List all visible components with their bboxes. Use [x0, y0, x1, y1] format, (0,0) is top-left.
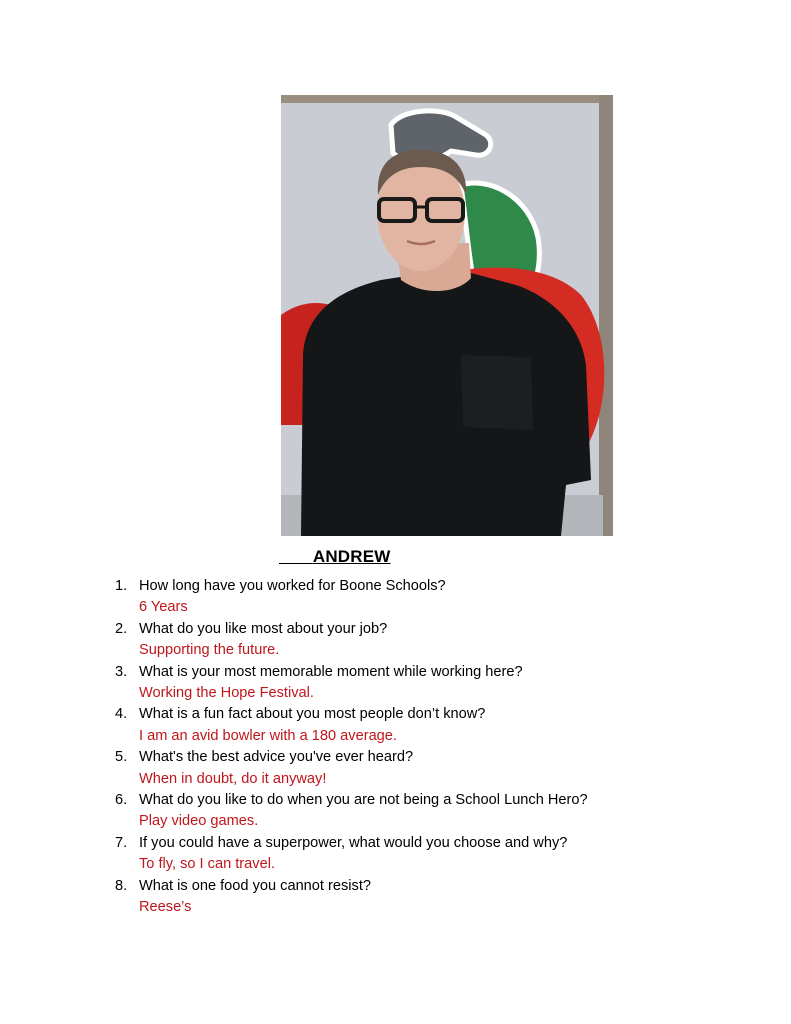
staff-name-heading — [279, 547, 391, 567]
list-item — [112, 576, 732, 619]
answer-text: Play video games. — [139, 813, 259, 830]
question-text: What is your most memorable moment while working here? — [139, 663, 523, 680]
name-leading-space — [279, 547, 313, 566]
list-item — [112, 833, 732, 876]
question-list — [112, 576, 732, 919]
item-number: 6. — [115, 792, 128, 809]
item-number: 7. — [115, 834, 128, 851]
answer-text: Working the Hope Festival. — [139, 685, 314, 702]
question-text: What is a fun fact about you most people don’t know? — [139, 706, 486, 723]
answer-text: To fly, so I can travel. — [139, 856, 275, 873]
item-number: 2. — [115, 620, 128, 637]
answer-text: 6 Years — [139, 599, 188, 616]
staff-name: ANDREW — [312, 547, 391, 566]
item-number: 4. — [115, 706, 128, 723]
item-number: 8. — [115, 877, 128, 894]
question-text: If you could have a superpower, what would you choose and why? — [139, 834, 568, 851]
question-text: What is one food you cannot resist? — [139, 877, 372, 894]
item-number: 3. — [115, 663, 128, 680]
question-text: What's the best advice you've ever heard? — [139, 749, 414, 766]
list-item — [112, 619, 732, 662]
answer-text: When in doubt, do it anyway! — [139, 770, 327, 787]
question-text: How long have you worked for Boone Schools? — [139, 578, 446, 594]
list-item — [112, 790, 732, 833]
question-text: What do you like to do when you are not being a School Lunch Hero? — [139, 792, 588, 809]
list-item — [112, 747, 732, 790]
answer-text: Reese’s — [139, 899, 192, 916]
list-item — [112, 704, 732, 747]
answer-text: Supporting the future. — [139, 642, 280, 659]
question-text: What do you like most about your job? — [139, 620, 388, 637]
item-number: 1. — [115, 578, 128, 594]
staff-photo — [281, 95, 613, 536]
item-number: 5. — [115, 749, 128, 766]
list-item — [112, 662, 732, 705]
list-item — [112, 876, 732, 919]
answer-text: I am an avid bowler with a 180 average. — [139, 727, 397, 744]
